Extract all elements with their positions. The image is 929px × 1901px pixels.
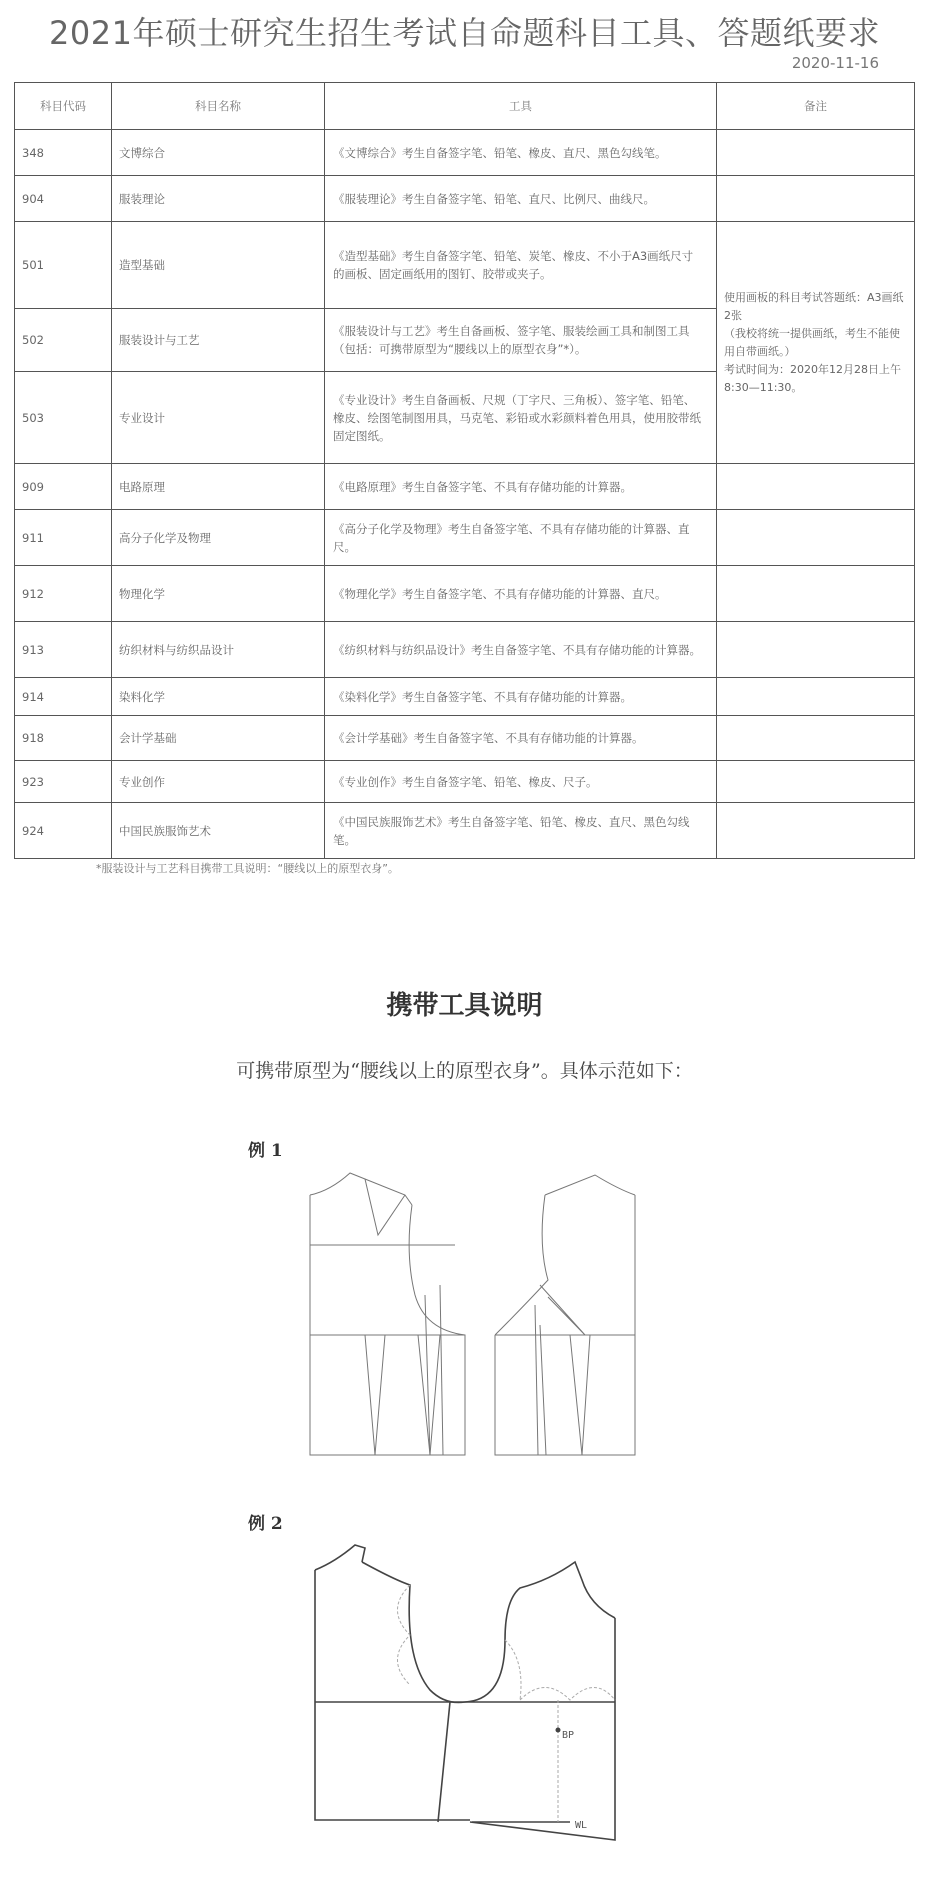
remark-cell-empty	[717, 761, 915, 803]
wl-label: WL	[575, 1820, 588, 1831]
subject-name: 中国民族服饰艺术	[112, 803, 325, 859]
remark-cell-empty	[717, 510, 915, 566]
section-title: 携带工具说明	[386, 991, 543, 1021]
subject-name: 染料化学	[112, 678, 325, 716]
example-2-pattern-diagram	[310, 1540, 660, 1850]
subject-code: 904	[15, 176, 112, 222]
subject-name: 高分子化学及物理	[112, 510, 325, 566]
subject-tool: 《染料化学》考生自备签字笔、不具有存储功能的计算器。	[325, 678, 717, 716]
remark-cell-empty	[717, 716, 915, 761]
remark-cell-empty	[717, 566, 915, 622]
remark-line-1: 使用画板的科目考试答题纸：A3画纸2张	[724, 290, 904, 322]
subject-code: 348	[15, 130, 112, 176]
subject-tool: 《中国民族服饰艺术》考生自备签字笔、铅笔、橡皮、直尺、黑色勾线笔。	[325, 803, 717, 859]
subject-name: 物理化学	[112, 566, 325, 622]
subject-name: 文博综合	[112, 130, 325, 176]
subject-code: 502	[15, 309, 112, 372]
remark-cell-empty	[717, 678, 915, 716]
example-1-pattern-diagram	[300, 1165, 660, 1465]
header-tool: 工具	[325, 83, 717, 130]
subject-tool: 《专业设计》考生自备画板、尺规（丁字尺、三角板）、签字笔、铅笔、橡皮、绘图笔制图用具，马克笔、彩铅或水彩颜料着色用具，使用胶带纸固定图纸。	[325, 372, 717, 464]
remark-line-3: 考试时间为：2020年12月28日上午8:30—11:30。	[724, 362, 901, 394]
header-remark: 备注	[717, 83, 915, 130]
subject-code: 912	[15, 566, 112, 622]
header-name: 科目名称	[112, 83, 325, 130]
table-row	[15, 130, 915, 176]
remark-cell	[717, 222, 915, 464]
subject-code: 918	[15, 716, 112, 761]
subject-tool: 《专业创作》考生自备签字笔、铅笔、橡皮、尺子。	[325, 761, 717, 803]
example-2-label: 例 2	[248, 1514, 283, 1534]
table-row	[15, 464, 915, 510]
table-row	[15, 803, 915, 859]
subject-name: 电路原理	[112, 464, 325, 510]
bp-point	[556, 1728, 561, 1733]
table-row	[15, 566, 915, 622]
header-code: 科目代码	[15, 83, 112, 130]
subject-code: 914	[15, 678, 112, 716]
table-row	[15, 510, 915, 566]
remark-cell-empty	[717, 130, 915, 176]
bp-label: BP	[562, 1730, 575, 1741]
subject-tool: 《服装理论》考生自备签字笔、铅笔、直尺、比例尺、曲线尺。	[325, 176, 717, 222]
table-row	[15, 761, 915, 803]
remark-cell-empty	[717, 464, 915, 510]
subject-name: 服装设计与工艺	[112, 309, 325, 372]
remark-cell-empty	[717, 176, 915, 222]
table-row	[15, 716, 915, 761]
subject-name: 服装理论	[112, 176, 325, 222]
remark-cell-empty	[717, 803, 915, 859]
subject-name: 造型基础	[112, 222, 325, 309]
remark-cell-empty	[717, 622, 915, 678]
table-row	[15, 622, 915, 678]
table-row	[15, 176, 915, 222]
page-title: 2021年硕士研究生招生考试自命题科目工具、答题纸要求	[49, 14, 880, 52]
subject-tool: 《会计学基础》考生自备签字笔、不具有存储功能的计算器。	[325, 716, 717, 761]
subject-code: 503	[15, 372, 112, 464]
subject-code: 909	[15, 464, 112, 510]
subject-code: 501	[15, 222, 112, 309]
subject-tool: 《电路原理》考生自备签字笔、不具有存储功能的计算器。	[325, 464, 717, 510]
subject-name: 纺织材料与纺织品设计	[112, 622, 325, 678]
table-row	[15, 678, 915, 716]
subject-code: 913	[15, 622, 112, 678]
subject-name: 专业设计	[112, 372, 325, 464]
publish-date: 2020-11-16	[791, 54, 879, 72]
subject-name: 会计学基础	[112, 716, 325, 761]
subject-tool: 《物理化学》考生自备签字笔、不具有存储功能的计算器、直尺。	[325, 566, 717, 622]
subject-tool: 《高分子化学及物理》考生自备签字笔、不具有存储功能的计算器、直尺。	[325, 510, 717, 566]
subject-tool: 《文博综合》考生自备签字笔、铅笔、橡皮、直尺、黑色勾线笔。	[325, 130, 717, 176]
table-footnote: *服装设计与工艺科目携带工具说明：“腰线以上的原型衣身”。	[96, 862, 399, 875]
subject-tool: 《造型基础》考生自备签字笔、铅笔、炭笔、橡皮、不小于A3画纸尺寸的画板、固定画纸用的图钉、胶带或夹子。	[325, 222, 717, 309]
subject-name: 专业创作	[112, 761, 325, 803]
subject-code: 911	[15, 510, 112, 566]
subject-code: 924	[15, 803, 112, 859]
remark-line-2: （我校将统一提供画纸，考生不能使用自带画纸。）	[724, 326, 900, 358]
table-header-row	[15, 83, 915, 130]
table-row	[15, 222, 915, 309]
subject-code: 923	[15, 761, 112, 803]
subject-tool: 《纺织材料与纺织品设计》考生自备签字笔、不具有存储功能的计算器。	[325, 622, 717, 678]
subject-tool: 《服装设计与工艺》考生自备画板、签字笔、服装绘画工具和制图工具（包括：可携带原型为“腰线以上的原型衣身”*）。	[325, 309, 717, 372]
subject-tools-table	[14, 82, 915, 859]
section-description: 可携带原型为“腰线以上的原型衣身”。具体示范如下：	[236, 1060, 693, 1082]
example-1-label: 例 1	[248, 1141, 283, 1161]
